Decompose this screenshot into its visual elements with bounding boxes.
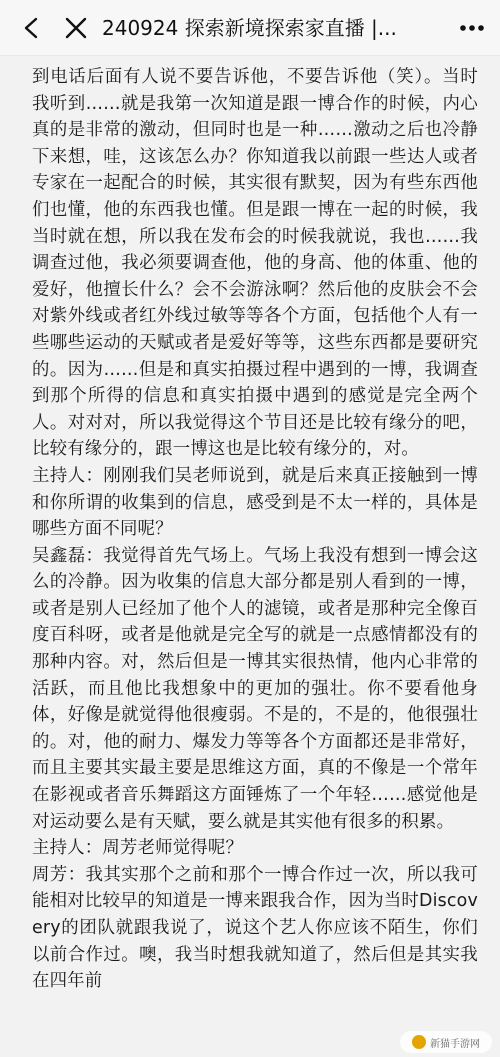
article-paragraph: 周芳：我其实那个之前和那个一博合作过一次，所以我可能相对比较早的知道是一博来跟我合作，因为当时Discovery的团队就跟我说了，说这个艺人你应该不陌生，你们以前合作过。噢，我当时想我就知道了，然后但是其实我在四年前: [32, 864, 478, 992]
back-button[interactable]: [10, 6, 54, 50]
watermark-logo-icon: [412, 1035, 426, 1049]
article-paragraph: 主持人：刚刚我们吴老师说到，就是后来真正接触到一博和你所谓的收集到的信息，感受到是不太一样的，具体是哪些方面不同呢？: [32, 465, 478, 540]
article-paragraph: 主持人：周芳老师觉得呢？: [32, 838, 244, 859]
article-paragraph: 到电话后面有人说不要告诉他，不要告诉他（笑）。当时我听到……就是我第一次知道是跟一博合作的时候，内心真的是非常的激动，但同时也是一种……激动之后也冷静下来想，哇，这该怎么办？你知道我以前跟一些达人或者专家在一起配合的时候，其实很有默契，因为有些东西他们也懂，他的东西我也懂。但是跟一博在一起的时候，我当时就在想，所以我在发布会的时候我就说，我也……我调查过他，我必须要调查他，他的身高、他的体重、他的爱好，他擅长什么？会不会游泳啊？然后他的皮肤会不会对紫外线或者红外线过敏等等各个方面，包括他个人有一些哪些运动的天赋或者是爱好等等，这些东西都是要研究的。因为……但是和真实拍摄过程中遇到的一博，我调查到那个所得的信息和真实拍摄中遇到的感觉是完全两个人。对对对，所以我觉得这个节目还是比较有缘分的吧，比较有缘分的，跟一博这也是比较有缘分的，对。: [32, 67, 478, 460]
page-title: 240924 探索新境探索家直播 |...: [102, 15, 397, 40]
chevron-left-icon: [21, 17, 43, 39]
close-icon: [64, 16, 88, 40]
article-paragraph: 吴鑫磊：我觉得首先气场上。气场上我没有想到一博会这么的冷静。因为收集的信息大部分都是别人看到的一博，或者是别人已经加了他个人的滤镜，或者是那种完全像百度百科呀，或者是他就是完全写的就是一点感情都没有的那种内容。对，然后但是一博其实很热情，他内心非常的活跃，而且他比我想象中的更加的强壮。你不要看他身体，好像是就觉得他很瘦弱。不是的，不是的，他很强壮的。对，他的耐力、爆发力等等各个方面都还是非常好，而且主要其实最主要是思维这方面，真的不像是一个常年在影视或者音乐舞蹈这方面锤炼了一个年轻……感觉他是对运动要么是有天赋，要么就是其实他有很多的积累。: [32, 545, 478, 832]
more-button[interactable]: [450, 6, 494, 50]
watermark-text: 新猫手游网: [430, 1038, 480, 1050]
more-dots-icon: [459, 24, 485, 32]
close-button[interactable]: [54, 6, 98, 50]
site-watermark: [400, 1031, 492, 1053]
top-navigation-bar: [0, 0, 500, 56]
article-body[interactable]: [0, 56, 500, 1057]
